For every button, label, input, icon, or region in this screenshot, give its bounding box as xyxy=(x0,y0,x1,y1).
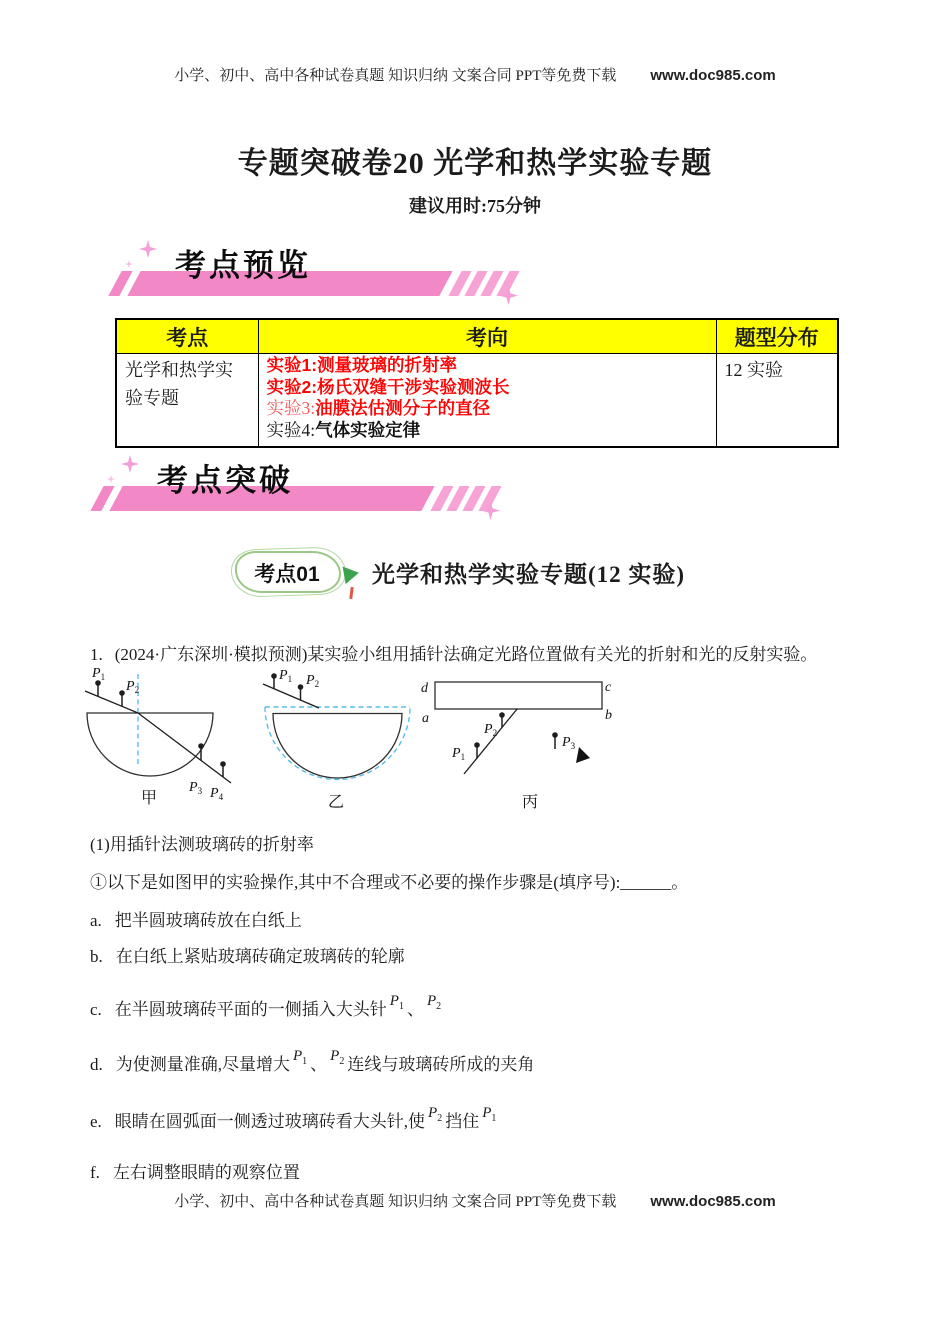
site-url: www.doc985.com xyxy=(650,1193,776,1210)
kaodian-01-badge xyxy=(231,545,351,597)
pin-label-p1: $P_1$ xyxy=(279,668,293,684)
sparkle-icon xyxy=(121,455,139,473)
option-a-marker: a. xyxy=(90,911,102,930)
rectangular-glass xyxy=(435,682,602,709)
corner-c: c xyxy=(605,680,612,695)
site-tagline: 小学、初中、高中各种试卷真题 知识归纳 文案合同 PPT等免费下载 xyxy=(174,68,617,84)
site-header-line xyxy=(0,64,950,85)
table-header-kaodian: 考点 xyxy=(116,319,258,354)
table-header-distribution: 题型分布 xyxy=(716,319,838,354)
option-c-text: 在半圆玻璃砖平面的一侧插入大头针 $P_1$ 、 $P_2$ xyxy=(114,993,442,1019)
pin-p3-head xyxy=(198,743,204,749)
corner-d: d xyxy=(421,681,428,696)
distribution-cell: 12 实验 xyxy=(716,354,838,448)
sparkle-icon xyxy=(107,475,115,483)
option-c-marker: c. xyxy=(90,1000,102,1019)
option-e-text: 眼睛在圆弧面一侧透过玻璃砖看大头针,使 $P_2$ 挡住 $P_1$ xyxy=(114,1105,497,1131)
refracted-ray xyxy=(138,713,231,783)
question-stem-text: (2024·广东深圳·模拟预测)某实验小组用插针法确定光路位置做有关光的折射和光的反射实验。 xyxy=(114,645,818,664)
semicircle-glass xyxy=(273,714,402,779)
option-d-text: 为使测量准确,尽量增大 $P_1$ 、 $P_2$ 连线与玻璃砖所成的夹角 xyxy=(115,1048,535,1074)
site-url: www.doc985.com xyxy=(650,67,776,84)
pin-p2-head xyxy=(119,690,125,696)
eye-icon xyxy=(576,747,590,763)
option-b xyxy=(90,942,405,967)
option-a xyxy=(90,906,302,931)
option-c xyxy=(90,995,444,1022)
option-e-marker: e. xyxy=(90,1112,102,1131)
question-number: 1. xyxy=(90,645,103,664)
figure-yi-label: 乙 xyxy=(328,794,345,811)
pin-label-p3: $P_3$ xyxy=(189,780,203,796)
incident-ray xyxy=(464,709,518,775)
option-a-text: 把半圆玻璃砖放在白纸上 xyxy=(114,911,302,930)
part-1-title: (1)用插针法测玻璃砖的折射率 xyxy=(90,835,314,854)
option-e xyxy=(90,1107,499,1134)
table-header-row xyxy=(116,319,838,354)
figure-bing-label: 丙 xyxy=(522,794,539,811)
figure-jia xyxy=(85,666,231,807)
arrow-right-icon xyxy=(343,564,361,584)
pin-label-p2: $P_2$ xyxy=(484,722,498,738)
kaodian-cell: 光学和热学实验专题 xyxy=(116,354,258,448)
banner-breakthrough xyxy=(85,453,515,531)
step-1-prompt: ①以下是如图甲的实验操作,其中不合理或不必要的操作步骤是(填序号):______。 xyxy=(90,873,689,892)
incident-ray xyxy=(85,691,138,713)
pin-variable: $P_2$ xyxy=(330,1048,345,1067)
option-f xyxy=(90,1158,300,1183)
option-d-marker: d. xyxy=(90,1055,103,1074)
pin-label-p2: $P_2$ xyxy=(126,679,140,695)
pin-p3-head xyxy=(552,732,558,738)
page-title: 专题突破卷20 光学和热学实验专题 xyxy=(237,147,713,180)
option-f-text: 左右调整眼睛的观察位置 xyxy=(112,1163,300,1182)
corner-a: a xyxy=(422,711,429,726)
figures-svg xyxy=(85,660,645,812)
pin-p2-head xyxy=(298,684,304,690)
sparkle-icon xyxy=(139,240,157,258)
experiment-line-3: 实验3:油膜法估测分子的直径 xyxy=(266,398,491,418)
pin-p2-head xyxy=(499,712,505,718)
pin-p1-head xyxy=(271,673,277,679)
pin-p1-head xyxy=(474,742,480,748)
kaoxiang-cell xyxy=(258,354,716,448)
pin-label-p4: $P_4$ xyxy=(210,786,224,802)
preview-table xyxy=(115,318,839,448)
pin-variable: $P_2$ xyxy=(428,1105,443,1124)
figure-jia-label: 甲 xyxy=(141,790,158,807)
site-footer-line xyxy=(0,1190,950,1211)
banner-breakthrough-label: 考点突破 xyxy=(157,463,293,498)
option-d xyxy=(90,1050,534,1077)
red-tick-decoration xyxy=(349,587,353,599)
traced-outline-dashed xyxy=(265,707,410,780)
pin-label-p2: $P_2$ xyxy=(306,673,320,689)
table-header-kaoxiang: 考向 xyxy=(258,319,716,354)
pin-label-p1: $P_1$ xyxy=(452,746,466,762)
pin-p4-head xyxy=(220,761,226,767)
experiment-line-2: 实验2:杨氏双缝干涉实验测波长 xyxy=(266,376,510,397)
option-f-marker: f. xyxy=(90,1163,100,1182)
pin-variable: $P_1$ xyxy=(482,1105,497,1124)
pin-variable: $P_2$ xyxy=(426,993,442,1012)
pin-variable: $P_1$ xyxy=(293,1048,308,1067)
sparkle-icon xyxy=(125,260,133,268)
pin-label-p1: $P_1$ xyxy=(92,666,106,682)
option-b-marker: b. xyxy=(90,947,103,966)
page-subtitle: 建议用时:75分钟 xyxy=(409,196,541,216)
pin-variable: $P_1$ xyxy=(389,993,404,1012)
section-title: 光学和热学实验专题(12 实验) xyxy=(372,562,686,587)
figure-bing xyxy=(421,680,612,811)
corner-b: b xyxy=(605,708,612,723)
option-b-text: 在白纸上紧贴玻璃砖确定玻璃砖的轮廓 xyxy=(115,947,405,966)
table-row xyxy=(116,354,838,448)
pin-label-p3: $P_3$ xyxy=(562,735,576,751)
figure-yi xyxy=(263,668,410,811)
banner-preview xyxy=(103,238,533,316)
experiment-line-4: 实验4:气体实验定律 xyxy=(266,419,421,440)
banner-preview-label: 考点预览 xyxy=(175,248,311,283)
badge-label: 考点01 xyxy=(254,563,320,586)
experiment-line-1: 实验1:测量玻璃的折射率 xyxy=(266,355,458,375)
site-tagline: 小学、初中、高中各种试卷真题 知识归纳 文案合同 PPT等免费下载 xyxy=(174,1194,617,1210)
